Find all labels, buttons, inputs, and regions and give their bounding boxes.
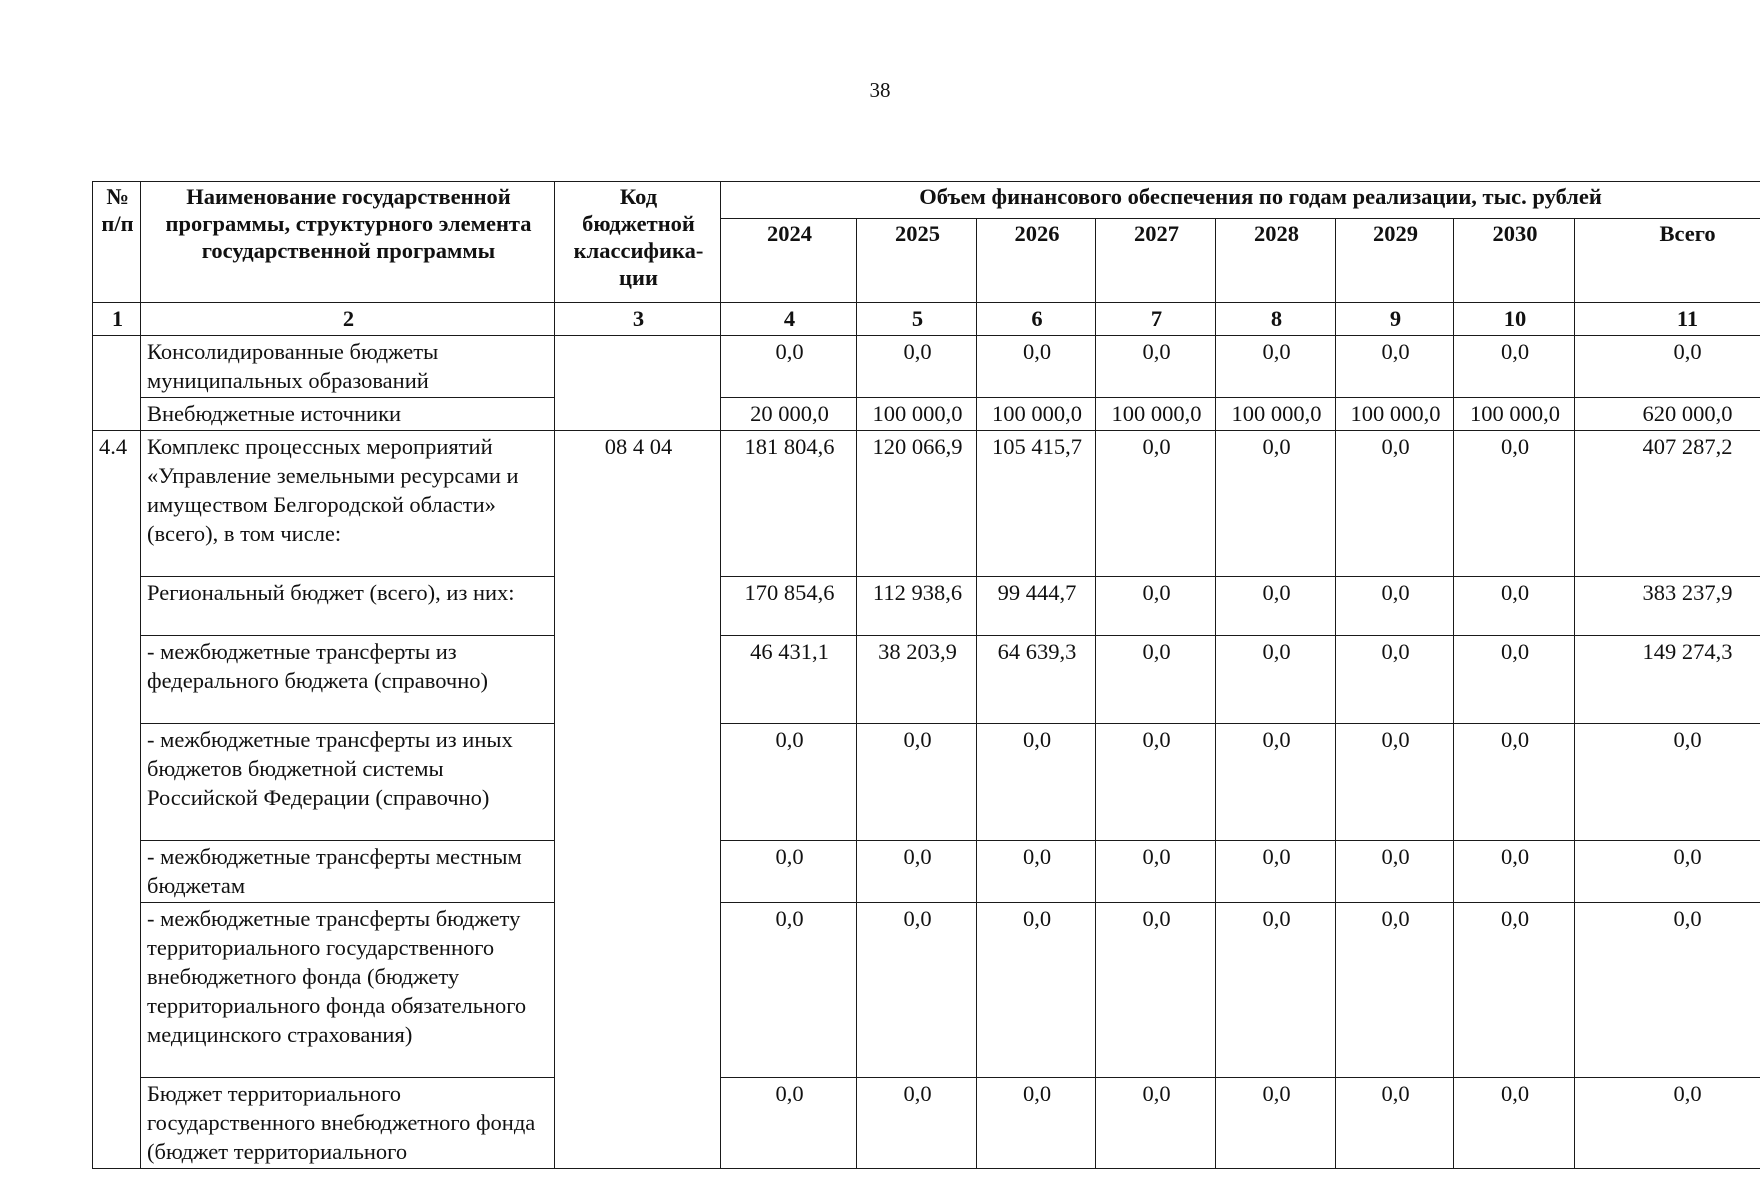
total-cell: 620 000,0 <box>1575 398 1760 431</box>
value-cell: 0,0 <box>977 903 1096 1078</box>
value-cell: 0,0 <box>857 841 977 903</box>
table-row <box>93 724 1760 841</box>
value-cell: 0,0 <box>1336 431 1454 577</box>
total-cell: 0,0 <box>1575 1078 1760 1169</box>
value-cell: 112 938,6 <box>857 577 977 636</box>
header-col-no: № п/п <box>93 182 141 303</box>
row-number-cell <box>93 336 141 431</box>
value-cell: 100 000,0 <box>1216 398 1336 431</box>
column-index: 7 <box>1096 303 1216 336</box>
table-row <box>93 336 1760 398</box>
value-cell: 0,0 <box>857 903 977 1078</box>
table-row <box>93 636 1760 724</box>
value-cell: 105 415,7 <box>977 431 1096 577</box>
header-year: 2030 <box>1454 219 1575 303</box>
total-cell: 0,0 <box>1575 724 1760 841</box>
header-col-volume: Объем финансового обеспечения по годам реализации, тыс. рублей <box>721 182 1760 219</box>
value-cell: 0,0 <box>977 724 1096 841</box>
table-row <box>93 431 1760 577</box>
value-cell: 0,0 <box>1216 336 1336 398</box>
value-cell: 0,0 <box>1454 431 1575 577</box>
column-index: 8 <box>1216 303 1336 336</box>
value-cell: 0,0 <box>1454 336 1575 398</box>
header-year: 2029 <box>1336 219 1454 303</box>
value-cell: 0,0 <box>1336 636 1454 724</box>
column-index: 3 <box>555 303 721 336</box>
value-cell: 100 000,0 <box>1096 398 1216 431</box>
value-cell: 99 444,7 <box>977 577 1096 636</box>
value-cell: 0,0 <box>721 903 857 1078</box>
header-year: 2025 <box>857 219 977 303</box>
value-cell: 0,0 <box>977 336 1096 398</box>
total-cell: 407 287,2 <box>1575 431 1760 577</box>
row-name: Внебюджетные источники <box>141 398 555 431</box>
value-cell: 0,0 <box>721 841 857 903</box>
row-code: 08 4 04 <box>555 431 721 1169</box>
table-row <box>93 577 1760 636</box>
value-cell: 0,0 <box>1454 841 1575 903</box>
row-name: Региональный бюджет (всего), из них: <box>141 577 555 636</box>
value-cell: 0,0 <box>1096 636 1216 724</box>
row-name: - межбюджетные трансферты местным бюджетам <box>141 841 555 903</box>
column-index-row <box>93 303 1760 336</box>
value-cell: 0,0 <box>1454 636 1575 724</box>
value-cell: 0,0 <box>1336 841 1454 903</box>
value-cell: 0,0 <box>1216 724 1336 841</box>
value-cell: 0,0 <box>1216 636 1336 724</box>
value-cell: 0,0 <box>1336 903 1454 1078</box>
value-cell: 100 000,0 <box>977 398 1096 431</box>
value-cell: 64 639,3 <box>977 636 1096 724</box>
value-cell: 0,0 <box>977 1078 1096 1169</box>
value-cell: 0,0 <box>1216 431 1336 577</box>
value-cell: 0,0 <box>1336 336 1454 398</box>
header-year: 2027 <box>1096 219 1216 303</box>
value-cell: 0,0 <box>1216 841 1336 903</box>
value-cell: 20 000,0 <box>721 398 857 431</box>
total-cell: 0,0 <box>1575 336 1760 398</box>
value-cell: 0,0 <box>1096 841 1216 903</box>
total-cell: 383 237,9 <box>1575 577 1760 636</box>
value-cell: 0,0 <box>1096 724 1216 841</box>
value-cell: 0,0 <box>1096 903 1216 1078</box>
value-cell: 0,0 <box>1096 577 1216 636</box>
row-name: Консолидированные бюджеты муниципальных образований <box>141 336 555 398</box>
row-name: Комплекс процессных мероприятий «Управление земельными ресурсами и имуществом Белгородской области» (всего), в том числе: <box>141 431 555 577</box>
value-cell: 46 431,1 <box>721 636 857 724</box>
value-cell: 0,0 <box>1454 724 1575 841</box>
column-index: 9 <box>1336 303 1454 336</box>
column-index: 11 <box>1575 303 1760 336</box>
row-number-cell: 4.4 <box>93 431 141 1169</box>
value-cell: 181 804,6 <box>721 431 857 577</box>
column-index: 6 <box>977 303 1096 336</box>
value-cell: 0,0 <box>977 841 1096 903</box>
value-cell: 0,0 <box>857 336 977 398</box>
value-cell: 0,0 <box>1336 577 1454 636</box>
table-row <box>93 841 1760 903</box>
total-cell: 149 274,3 <box>1575 636 1760 724</box>
row-name: Бюджет территориального государственного внебюджетного фонда (бюджет территориального <box>141 1078 555 1169</box>
header-year: 2026 <box>977 219 1096 303</box>
page-number: 38 <box>869 78 891 102</box>
value-cell: 0,0 <box>1336 1078 1454 1169</box>
value-cell: 38 203,9 <box>857 636 977 724</box>
value-cell: 0,0 <box>1454 903 1575 1078</box>
value-cell: 0,0 <box>1216 577 1336 636</box>
value-cell: 100 000,0 <box>1336 398 1454 431</box>
value-cell: 100 000,0 <box>1454 398 1575 431</box>
row-code <box>555 336 721 431</box>
row-name: - межбюджетные трансферты из иных бюджетов бюджетной системы Российской Федерации (справочно) <box>141 724 555 841</box>
column-index: 10 <box>1454 303 1575 336</box>
value-cell: 0,0 <box>1096 431 1216 577</box>
value-cell: 0,0 <box>1336 724 1454 841</box>
header-total: Всего <box>1575 219 1760 303</box>
value-cell: 0,0 <box>1454 577 1575 636</box>
value-cell: 0,0 <box>721 724 857 841</box>
value-cell: 170 854,6 <box>721 577 857 636</box>
value-cell: 0,0 <box>1454 1078 1575 1169</box>
header-col-code: Код бюджетной классифика-ции <box>555 182 721 303</box>
table-row <box>93 903 1760 1078</box>
value-cell: 0,0 <box>857 1078 977 1169</box>
value-cell: 0,0 <box>1216 903 1336 1078</box>
header-year: 2028 <box>1216 219 1336 303</box>
header-col-name: Наименование государственной программы, структурного элемента государственной программы <box>141 182 555 303</box>
column-index: 2 <box>141 303 555 336</box>
total-cell: 0,0 <box>1575 841 1760 903</box>
value-cell: 0,0 <box>1096 1078 1216 1169</box>
header-year: 2024 <box>721 219 857 303</box>
column-index: 1 <box>93 303 141 336</box>
value-cell: 0,0 <box>857 724 977 841</box>
row-name: - межбюджетные трансферты бюджету территориального государственного внебюджетного фонда (бюджету территориального фонда обязательного медицинского страхования) <box>141 903 555 1078</box>
budget-table <box>92 181 1760 1169</box>
table-row <box>93 398 1760 431</box>
value-cell: 0,0 <box>721 336 857 398</box>
column-index: 5 <box>857 303 977 336</box>
value-cell: 100 000,0 <box>857 398 977 431</box>
value-cell: 120 066,9 <box>857 431 977 577</box>
column-index: 4 <box>721 303 857 336</box>
value-cell: 0,0 <box>1096 336 1216 398</box>
row-name: - межбюджетные трансферты из федерального бюджета (справочно) <box>141 636 555 724</box>
table-row <box>93 1078 1760 1169</box>
value-cell: 0,0 <box>1216 1078 1336 1169</box>
total-cell: 0,0 <box>1575 903 1760 1078</box>
value-cell: 0,0 <box>721 1078 857 1169</box>
